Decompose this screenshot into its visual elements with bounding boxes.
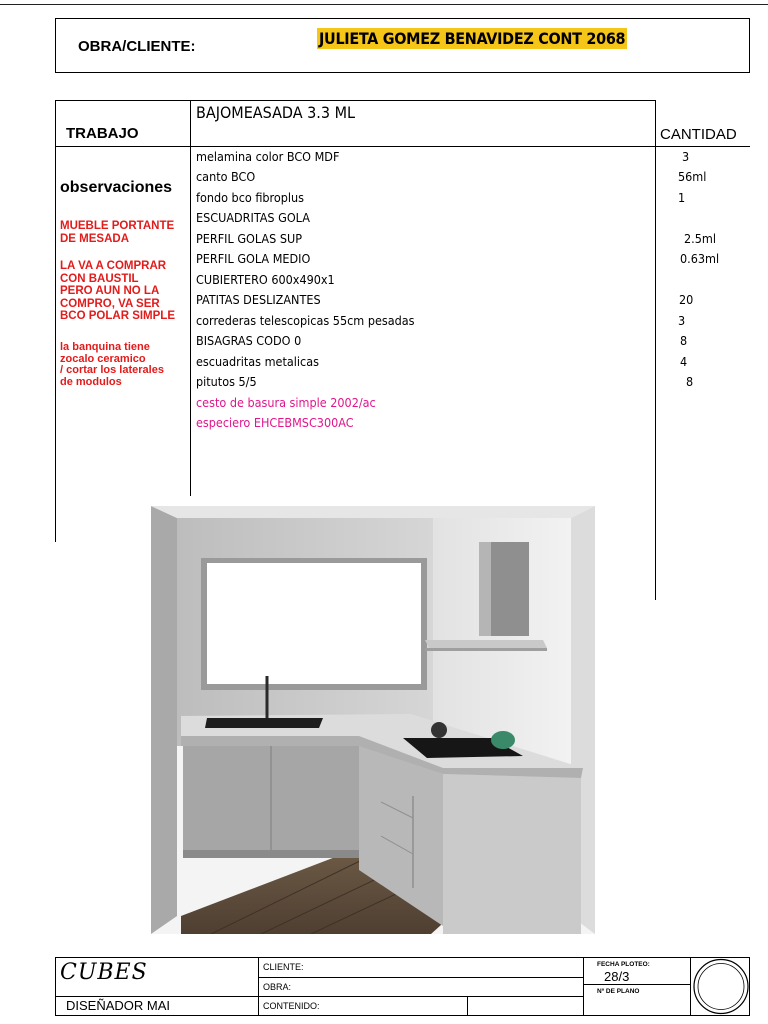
quantity-column-divider: [655, 100, 656, 600]
item-quantity: 4: [680, 354, 688, 369]
client-label: OBRA/CLIENTE:: [78, 38, 196, 55]
item-description: fondo bco fibroplus: [196, 190, 305, 205]
trabajo-heading: TRABAJO: [66, 125, 139, 142]
observations-heading: observaciones: [60, 179, 173, 196]
fecha-ploteo-value: 28/3: [604, 969, 630, 984]
item-description: especiero EHCEBMSC300AC: [196, 415, 354, 430]
item-quantity: 20: [679, 292, 694, 307]
item-quantity: 1: [678, 190, 686, 205]
item-description: ESCUADRITAS GOLA: [196, 210, 310, 225]
top-rule: [0, 4, 768, 5]
kitchen-render-image: [151, 506, 595, 934]
item-quantity: 2.5ml: [684, 231, 716, 246]
item-description: BISAGRAS CODO 0: [196, 333, 302, 348]
title-block-divider: [55, 996, 259, 997]
observation-note: MUEBLE PORTANTE DE MESADA: [60, 220, 175, 245]
item-description: correderas telescopicas 55cm pesadas: [196, 313, 415, 328]
cantidad-heading: CANTIDAD: [660, 126, 737, 143]
cubes-logo: CUBES: [60, 960, 148, 985]
item-quantity: 3: [682, 149, 690, 164]
item-description: PERFIL GOLAS SUP: [196, 231, 302, 246]
fecha-ploteo-label: FECHA PLOTEO:: [597, 961, 650, 968]
designer-name: DISEÑADOR MAI: [66, 998, 171, 1013]
footer-obra-label: OBRA:: [263, 982, 292, 992]
item-description: CUBIERTERO 600x490x1: [196, 272, 335, 287]
title-block-divider: [258, 977, 583, 978]
work-title: BAJOMEASADA 3.3 ML: [196, 103, 356, 122]
item-quantity: 3: [678, 313, 686, 328]
work-table-top-border: [55, 100, 655, 101]
plano-number-label: Nº DE PLANO: [597, 988, 640, 995]
title-block-divider: [258, 996, 583, 997]
circle-stamp-icon: [692, 958, 750, 1015]
work-table-header-divider: [55, 146, 750, 147]
item-description: PERFIL GOLA MEDIO: [196, 251, 311, 266]
title-block-divider: [583, 957, 584, 1016]
item-quantity: 56ml: [678, 169, 707, 184]
item-description: pitutos 5/5: [196, 374, 257, 389]
title-block-divider: [690, 957, 691, 1016]
work-table-column-divider: [190, 100, 191, 496]
item-description: PATITAS DESLIZANTES: [196, 292, 321, 307]
item-description: canto BCO: [196, 169, 256, 184]
observation-note: la banquina tiene zocalo ceramico / cortar los laterales de modulos: [60, 341, 164, 388]
footer-client-label: CLIENTE:: [263, 962, 304, 972]
item-description: melamina color BCO MDF: [196, 149, 340, 164]
title-block-divider: [467, 996, 468, 1016]
footer-contenido-label: CONTENIDO:: [263, 1001, 320, 1011]
client-name: JULIETA GOMEZ BENAVIDEZ CONT 2068: [319, 29, 626, 48]
work-table-left-border: [55, 100, 56, 542]
item-quantity: 8: [680, 333, 688, 348]
title-block-divider: [583, 984, 690, 985]
item-quantity: 0.63ml: [680, 251, 720, 266]
item-description: cesto de basura simple 2002/ac: [196, 395, 376, 410]
observation-note: LA VA A COMPRAR CON BAUSTIL PERO AUN NO LA COMPRO, VA SER BCO POLAR SIMPLE: [60, 260, 176, 322]
item-quantity: 8: [686, 374, 694, 389]
title-block-divider: [258, 957, 259, 1016]
item-description: escuadritas metalicas: [196, 354, 319, 369]
